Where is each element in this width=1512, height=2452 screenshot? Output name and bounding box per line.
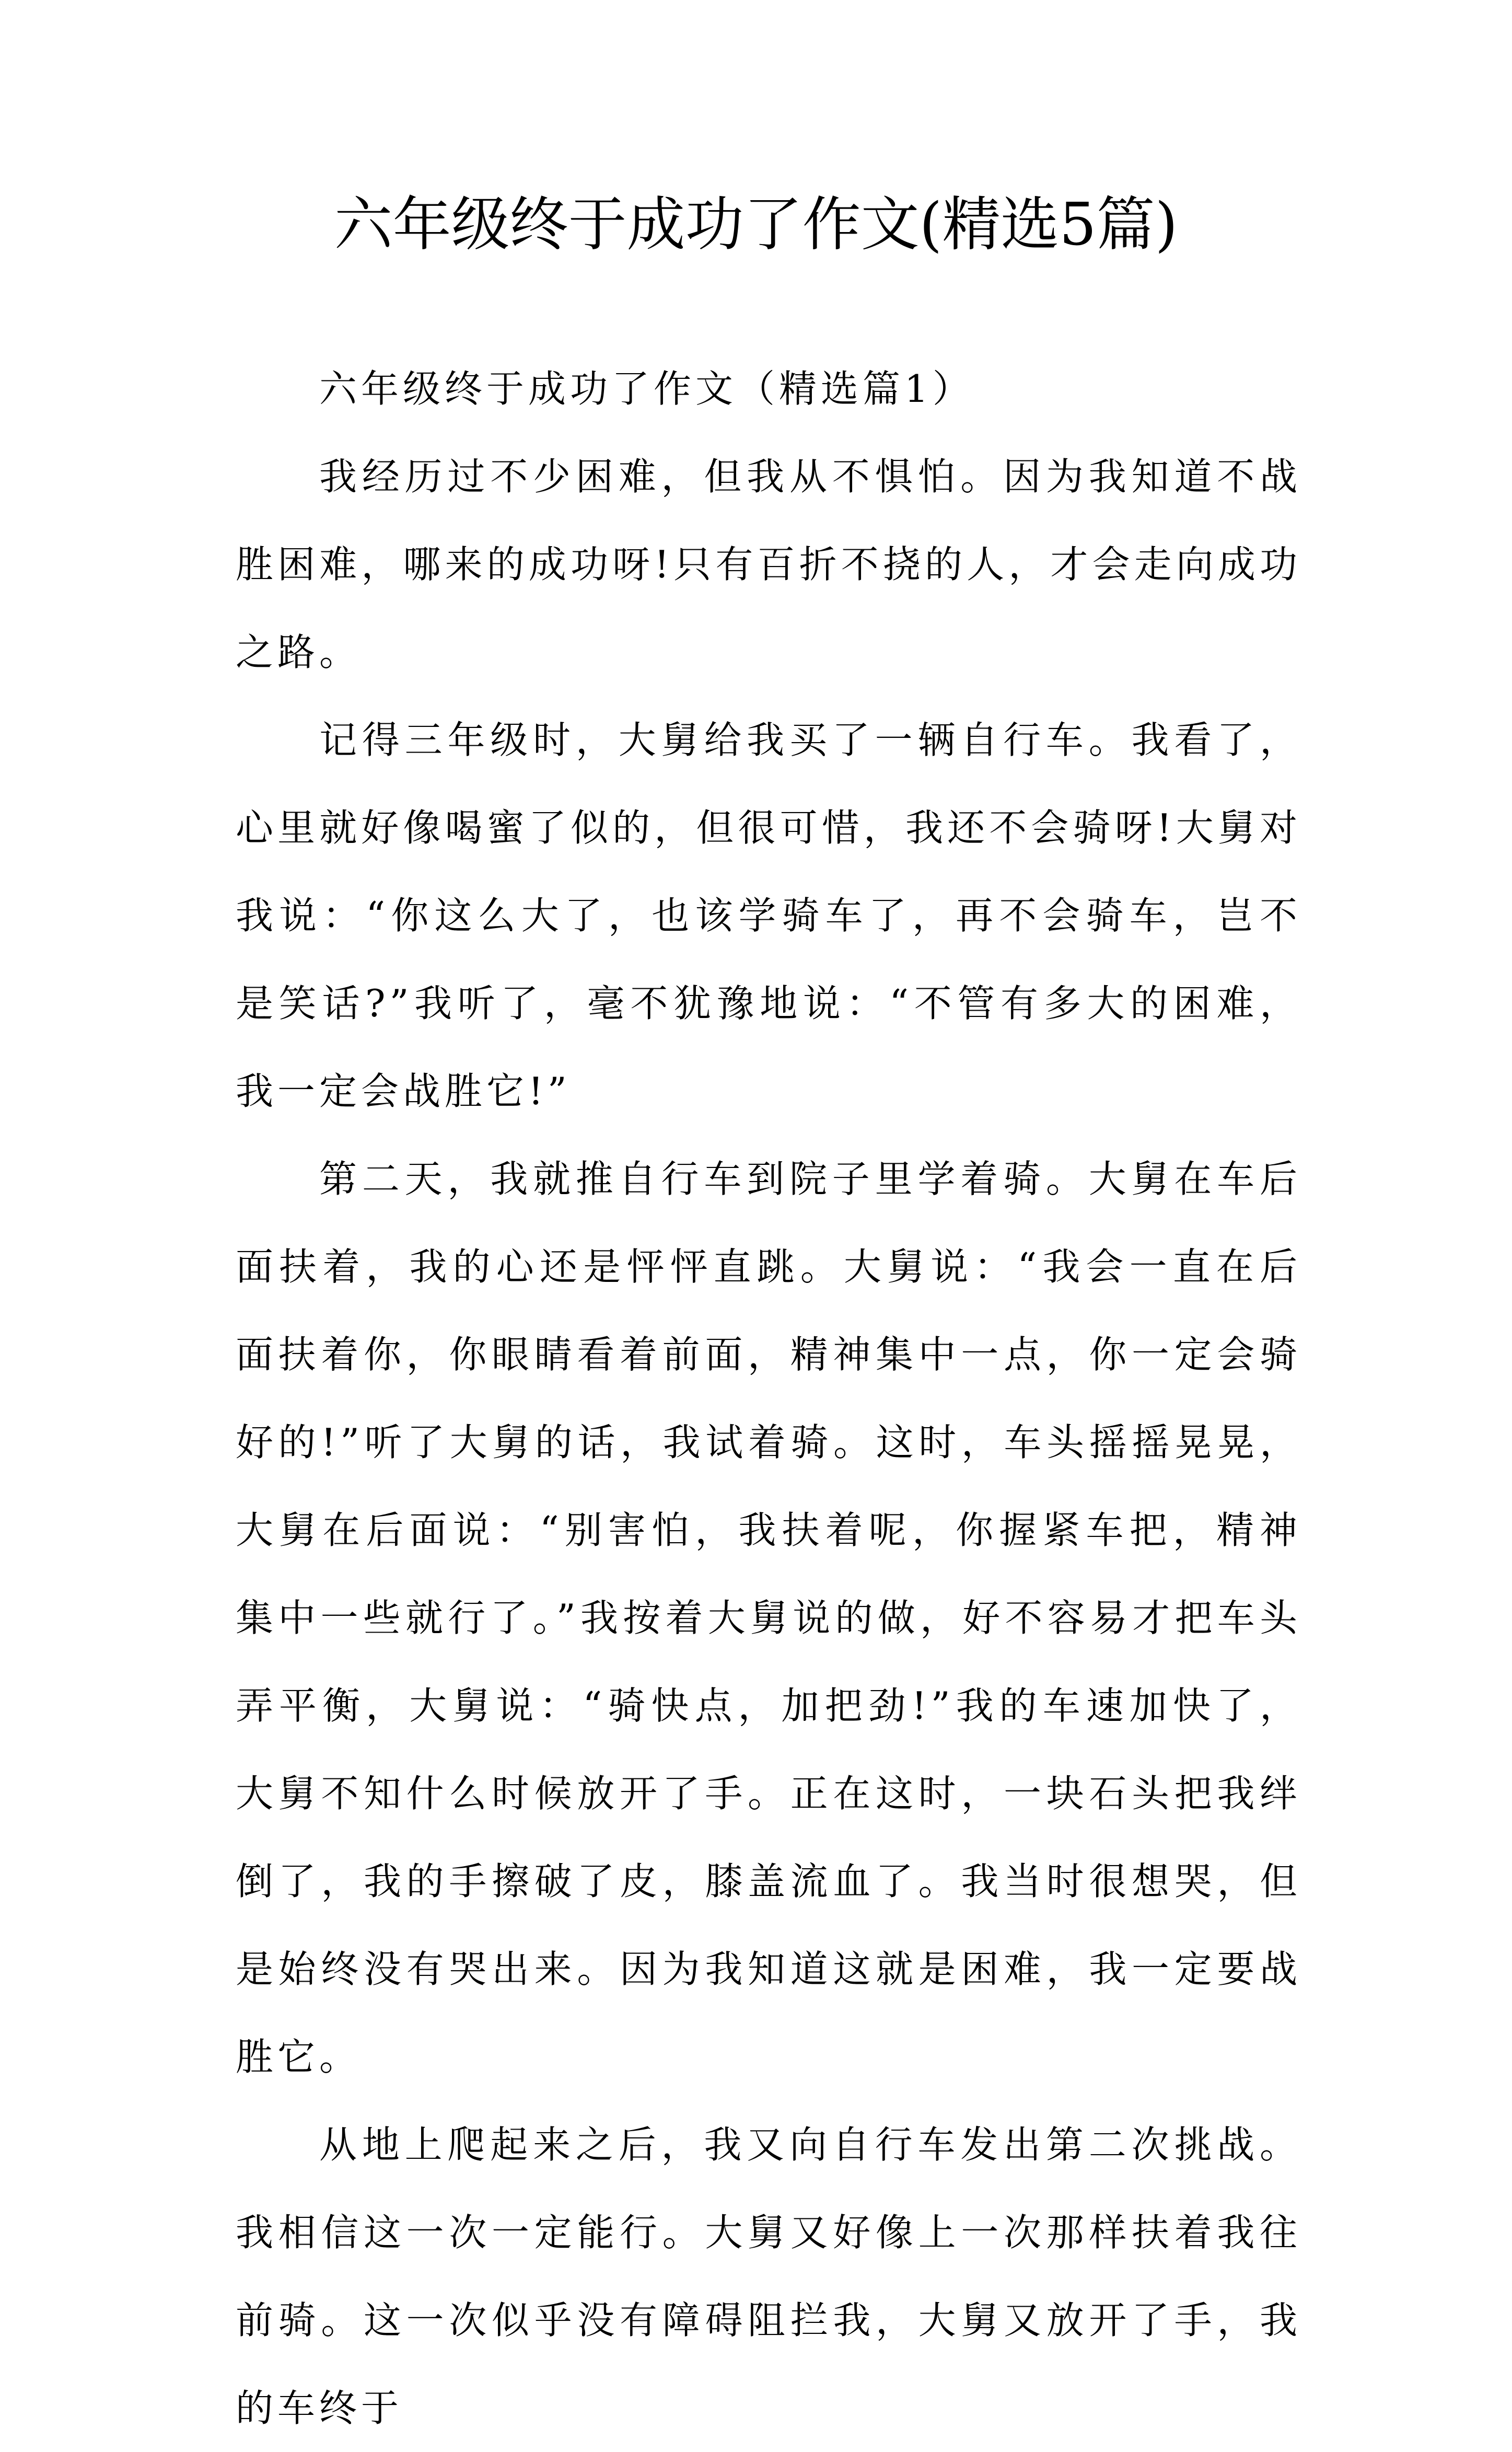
paragraph-4: 从地上爬起来之后，我又向自行车发出第二次挑战。我相信这一次一定能行。大舅又好像上一次那样扶着我往前骑。这一次似乎没有障碍阻拦我，大舅又放开了手，我的车终于	[236, 2123, 1301, 2430]
paragraph-3: 第二天，我就推自行车到院子里学着骑。大舅在车后面扶着，我的心还是怦怦直跳。大舅说：“我会一直在后面扶着你，你眼睛看着前面，精神集中一点，你一定会骑好的!”听了大舅的话，我试着骑。这时，车头摇摇晃晃，大舅在后面说：“别害怕，我扶着呢，你握紧车把，精神集中一些就行了。”我按着大舅说的做，好不容易才把车头弄平衡，大舅说：“骑快点，加把劲!”我的车速加快了，大舅不知什么时候放开了手。正在这时，一块石头把我绊倒了，我的手擦破了皮，膝盖流血了。我当时很想哭，但是始终没有哭出来。因为我知道这就是困难，我一定要战胜它。	[236, 1157, 1301, 2079]
document-body	[236, 345, 1301, 2452]
paragraph-2: 记得三年级时，大舅给我买了一辆自行车。我看了，心里就好像喝蜜了似的，但很可惜，我还不会骑呀!大舅对我说：“你这么大了，也该学骑车了，再不会骑车，岂不是笑话?”我听了，毫不犹豫地说：“不管有多大的困难，我一定会战胜它!”	[236, 718, 1301, 1113]
paragraph-1: 我经历过不少困难，但我从不惧怕。因为我知道不战胜困难，哪来的成功呀!只有百折不挠的人，才会走向成功之路。	[236, 455, 1301, 674]
document-title: 六年级终于成功了作文(精选5篇)	[334, 191, 1178, 259]
section-heading: 六年级终于成功了作文（精选篇1）	[319, 367, 974, 411]
